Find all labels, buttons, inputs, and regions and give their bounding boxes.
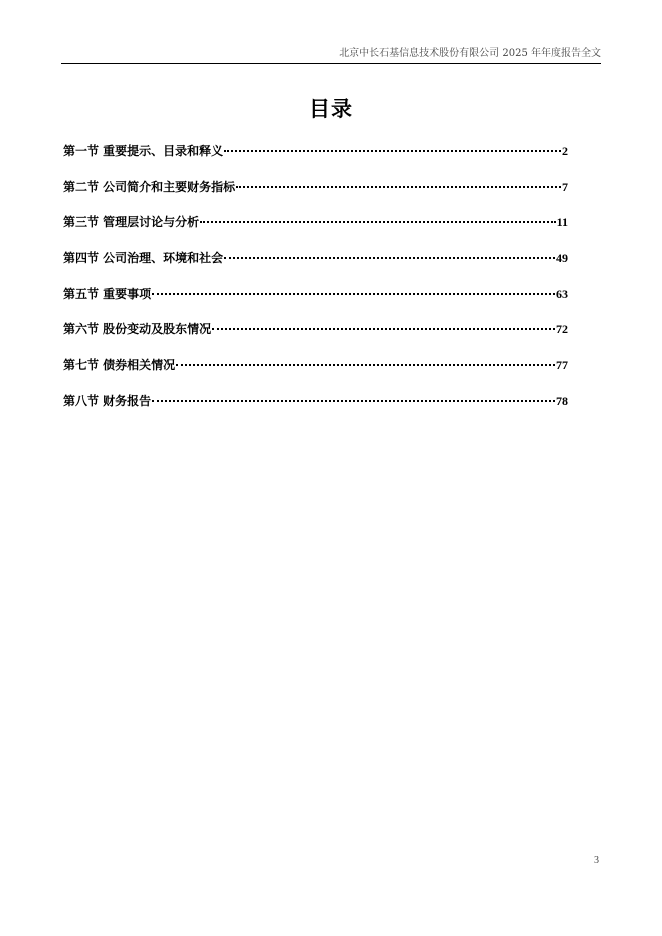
table-of-contents bbox=[63, 140, 568, 426]
toc-leader-dots bbox=[212, 328, 555, 330]
toc-entry-page: 63 bbox=[556, 286, 568, 301]
header-text: 北京中长石基信息技术股份有限公司 2025 年年度报告全文 bbox=[339, 48, 601, 59]
toc-entry-page: 49 bbox=[556, 251, 568, 266]
toc-entry-4[interactable] bbox=[63, 247, 568, 283]
page-header bbox=[61, 44, 601, 64]
toc-leader-dots bbox=[152, 293, 555, 295]
toc-entry-6[interactable] bbox=[63, 318, 568, 354]
toc-entry-5[interactable] bbox=[63, 283, 568, 319]
toc-entry-page: 2 bbox=[562, 144, 568, 158]
toc-leader-dots bbox=[176, 364, 555, 366]
toc-entry-8[interactable] bbox=[63, 390, 568, 426]
toc-entry-page: 78 bbox=[556, 393, 568, 408]
toc-entry-page: 77 bbox=[556, 358, 568, 373]
toc-leader-dots bbox=[224, 150, 561, 152]
toc-leader-dots bbox=[224, 257, 555, 259]
toc-leader-dots bbox=[236, 186, 561, 188]
toc-entry-page: 72 bbox=[556, 322, 568, 337]
page-title: 目录 bbox=[309, 97, 353, 121]
toc-entry-2[interactable] bbox=[63, 176, 568, 212]
toc-entry-label: 第二节 公司简介和主要财务指标 bbox=[63, 179, 236, 194]
toc-entry-label: 第八节 财务报告 bbox=[63, 393, 152, 408]
toc-entry-1[interactable] bbox=[63, 140, 568, 176]
page-number: 3 bbox=[594, 855, 599, 866]
toc-entry-7[interactable] bbox=[63, 354, 568, 390]
toc-entry-label: 第一节 重要提示、目录和释义 bbox=[63, 144, 224, 158]
toc-entry-label: 第四节 公司治理、环境和社会 bbox=[63, 251, 224, 266]
toc-entry-label: 第三节 管理层讨论与分析 bbox=[63, 215, 200, 230]
toc-entry-page: 7 bbox=[562, 179, 568, 194]
toc-entry-page: 11 bbox=[556, 215, 568, 230]
toc-entry-label: 第七节 债券相关情况 bbox=[63, 358, 176, 373]
toc-entry-label: 第五节 重要事项 bbox=[63, 286, 152, 301]
toc-leader-dots bbox=[152, 400, 555, 402]
toc-leader-dots bbox=[200, 221, 555, 223]
toc-entry-3[interactable] bbox=[63, 211, 568, 247]
toc-entry-label: 第六节 股份变动及股东情况 bbox=[63, 322, 212, 337]
